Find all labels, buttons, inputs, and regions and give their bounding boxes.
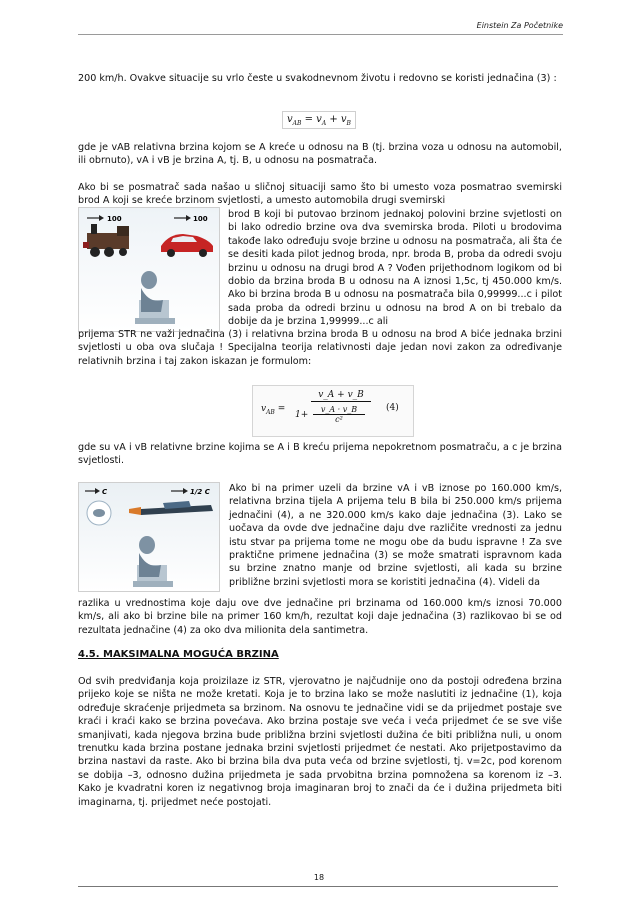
fig1-label-left: 100 — [107, 215, 122, 223]
paragraph-spaceship-side: brod B koji bi putovao brzinom jednakoj polovini brzine svjetlosti on bi lako odredio brzine ova dva svemirska broda. Piloti u brodovima takođe lako određuju svoje brzine u odnosu na posmatrača, ali šta će se desiti kada pilot jednog broda, npr. broda B, proba da odredi svoju brzinu u odnosu na drugi brod A ? Vođen prijethodnom logikom od bi dobio da brzina broda B u odnosu na A iznosi 1,5c, tj 450.000 km/s. Ako bi brzina broda B u odnosu na posmatrača bila 0,99999...c i pilot sada proba da odredi brzinu u odnosu na brod A on bi trebalo da dobije da je brzina 1,99999...c ali — [228, 209, 562, 328]
equation-4-denominator-lead: 1+ — [295, 410, 309, 420]
equation-3: $v_{AB} = v_A + v_B$ — [282, 111, 356, 129]
equation-4-numerator: v_A + v_B — [311, 390, 371, 402]
paragraph-relative-speed: gde je vAB relativna brzina kojom se A kreće u odnosu na B (tj. brzina voza u odnosu na automobil, ili obrnuto), vA i vB je brzina A, tj. B, u odnosu na posmatrača. — [78, 142, 562, 167]
equation-4-inner-numerator: v_A · v_B — [313, 405, 365, 415]
header-rule — [78, 34, 563, 35]
equation-4: $v_{AB}$ = v_A + v_B 1+ $\frac{v\_A \cdot v\_B}{\text{c²}}$ (4) — [252, 385, 414, 437]
equation-4-inner-denominator: c² — [335, 415, 343, 424]
fig2-label-right: 1/2 C — [190, 488, 210, 496]
paragraph-variables: gde su vA i vB relativne brzine kojima se A i B kreću prijema nepokretnom posmatraču, a c je brzina svjetlosti. — [78, 442, 562, 467]
spaceships-illustration — [79, 483, 219, 591]
fig1-label-right: 100 — [193, 215, 208, 223]
header-title: Einstein Za Početnike — [476, 21, 563, 30]
paragraph-example-bottom: razlika u vrednostima koje daju ove dve jednačine pri brzinama od 160.000 km/s iznosi 70.000 km/s, ali ako bi brzine bile na primer 160 km/h, rezultat koji daje jednačina (3) razlikovao bi se od rezultata jednačine (4) za oko dva milionita dela santimetra. — [78, 598, 562, 636]
footer-rule — [78, 886, 558, 887]
fig2-label-left: C — [102, 488, 108, 496]
paragraph-intro: 200 km/h. Ovakve situacije su vrlo česte u svakodnevnom životu i redovno se koristi jednačina (3) : — [78, 73, 557, 84]
paragraph-max-speed: Od svih predviđanja koja proizilaze iz STR, vjerovatno je najčudnije ono da postoji određena brzina prijeko koje se ništa ne može kretati. Koja je to brzina lako se može naslutiti iz jednačine (1), koja određuje skraćenje prijedmeta sa brzinom. Na osnovu te jednačine vidi se da prijedmet postaje sve kraći i kraći kako se brzina povećava. Ako brzina postaje sve veća i veća prijedmet će se sve više smanjivati, kada njegova brzina bude približna brzini svjetlosti dužina će biti približna nuli, u onom trenutku kada brzina postane jednaka brzini svjetlosti prijedmet će nestati. Ako prijetpostavimo da brzina nastavi da raste. Ako bi brzina bila dva puta veća od brzine svjetlosti, tj. v=2c, pod korenom se dobija –3, odnosno dužina prijedmeta je sada prvobitna brzina pomnožena sa korenom iz –3. Kako je kvadratni koren iz negativnog broja imaginaran broj to znači da će i dužina prijedmeta biti imaginarna, tj. prijedmet neće postojati. — [78, 676, 562, 808]
equation-4-tag: (4) — [386, 403, 399, 413]
paragraph-spaceship-top: Ako bi se posmatrač sada našao u sličnoj situaciji samo što bi umesto voza posmatrao svemirski brod A koji se kreće brzinom svjetlosti, a umesto automobila drugi svemirski — [78, 182, 562, 207]
spaceship-a-icon — [87, 501, 111, 525]
paragraph-str-law: prijema STR ne važi jednačina (3) i relativna brzina broda B u odnosu na brod A biće jednaka brzini svjetlosti u oba ova slučaja ! Specijalna teorija relativnosti daje jedan novi zakon za određivanje relativnih brzina i taj zakon iskazan je formulom: — [78, 329, 562, 367]
train-car-illustration — [79, 208, 219, 331]
paragraph-example-side: Ako bi na primer uzeli da brzine vA i vB iznose po 160.000 km/s, relativna brzina tijela A prijema telu B bila bi 250.000 km/s prijema jednačini (4), a ne 320.000 km/s kako daje jednačina (3). Lako se uočava da ovde dve jednačine daju dve različite vrednosti za jednu istu stvar pa prijema tome ne mogu obe da budu ispravne ! Za sve praktične primene jednačina (3) se može smatrati ispravnom kada su brzine znatno manje od brzine svjetlosti, ali kada su brzine približne brzini svjetlosti mora se koristiti jednačina (4). Videli da — [229, 483, 562, 588]
page-number: 18 — [313, 873, 325, 882]
section-heading: 4.5. MAKSIMALNA MOGUĆA BRZINA — [78, 649, 279, 660]
figure-spaceships — [78, 482, 220, 592]
figure-train-car — [78, 207, 220, 332]
